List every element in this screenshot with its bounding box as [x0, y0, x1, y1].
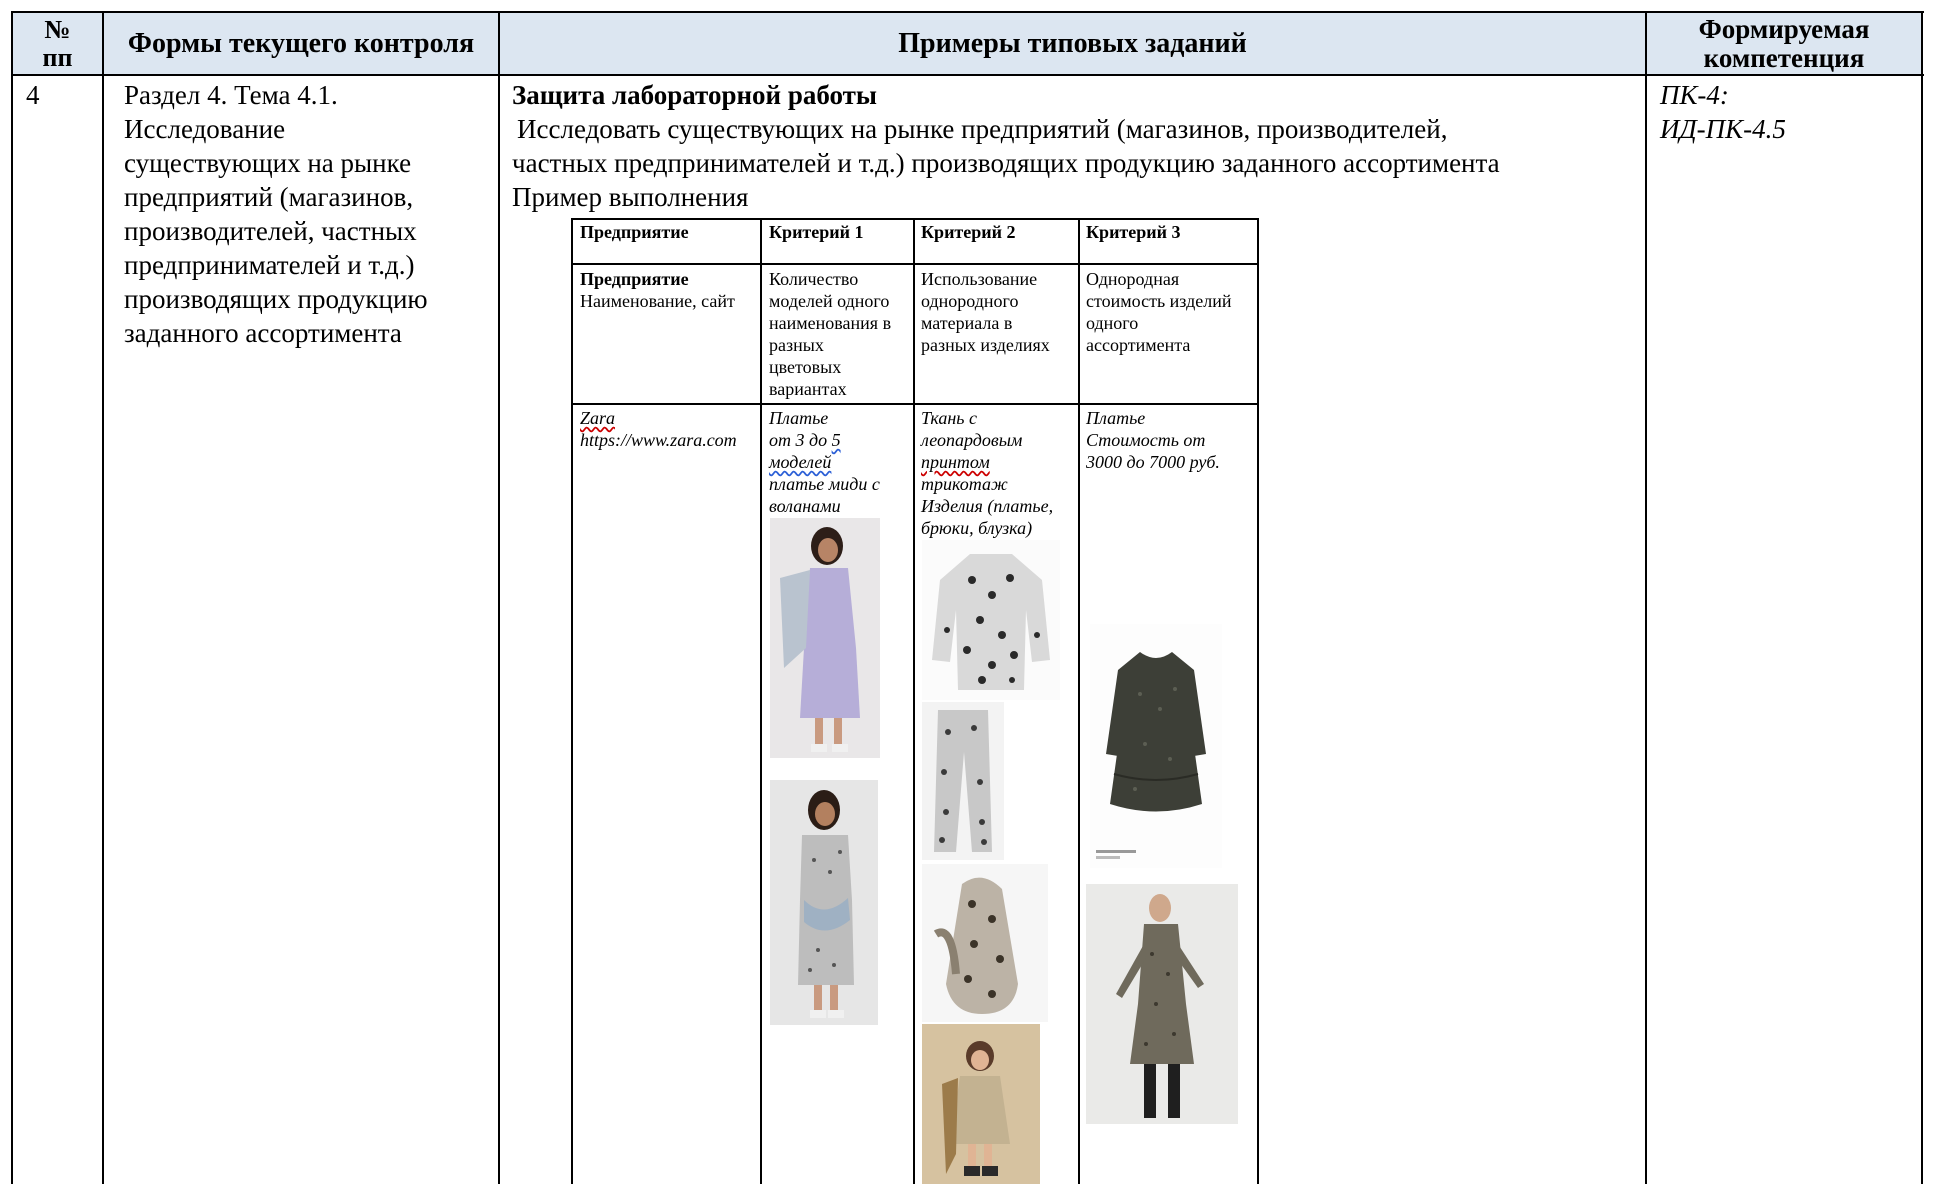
forms-line: производителей, частных	[124, 216, 417, 246]
inner-r1-c4	[1086, 268, 1256, 356]
inner-header-criterion-1: Критерий 1	[769, 222, 864, 242]
inner-r1-c3-line: Использование	[921, 269, 1038, 289]
table-left-border	[11, 11, 13, 1184]
task-line: Пример выполнения	[512, 182, 749, 212]
c2-line	[769, 429, 911, 451]
c2-range-num: 5	[831, 430, 841, 450]
dark-tiered-dress-photo	[1090, 624, 1222, 868]
inner-r2-c3	[921, 407, 1077, 539]
forms-line: заданного ассортимента	[124, 318, 402, 348]
inner-header-criterion-3: Критерий 3	[1086, 222, 1181, 242]
task-line: Исследовать существующих на рынке предприятий (магазинов, производителей,	[517, 114, 1448, 144]
competence-line: ИД-ПК-4.5	[1660, 114, 1786, 144]
c3-line: трикотаж	[921, 474, 1008, 494]
task-line: частных предпринимателей и т.д.) производящих продукцию заданного ассортимента	[512, 148, 1500, 178]
inner-col-divider-3	[1078, 218, 1080, 1184]
table-right-border	[1921, 11, 1923, 1184]
inner-col-divider-1	[760, 218, 762, 1184]
inner-r1-c1	[580, 268, 758, 312]
inner-header-enterprise: Предприятие	[580, 222, 689, 242]
forms-cell	[124, 78, 494, 350]
inner-r2-c1	[580, 407, 758, 451]
inner-r2-c2	[769, 407, 911, 517]
forms-line: производящих продукцию	[124, 284, 428, 314]
inner-r1-c2-line: моделей одного	[769, 291, 890, 311]
c3-print-word: принтом	[921, 452, 990, 472]
inner-r1-c4-line: ассортимента	[1086, 335, 1191, 355]
c2-line: воланами	[769, 496, 841, 516]
col-divider-2	[498, 11, 500, 1184]
child-leopard-dress-photo	[922, 1024, 1040, 1184]
forms-line: предпринимателей и т.д.)	[124, 250, 415, 280]
c2-models-word: моделей	[769, 452, 832, 472]
inner-table-top	[571, 218, 1259, 220]
col-divider-3	[1645, 11, 1647, 1184]
inner-r1-c3	[921, 268, 1077, 356]
inner-r1-c2-line: цветовых	[769, 357, 842, 377]
c2-range-text: от 3 до	[769, 430, 832, 450]
forms-line: существующих на рынке	[124, 148, 412, 178]
inner-r1-c2-line: разных	[769, 335, 824, 355]
inner-r1-c4-line: стоимость изделий	[1086, 291, 1232, 311]
c2-line: платье миди с	[769, 474, 880, 494]
c3-line: брюки, блузка)	[921, 518, 1033, 538]
inner-r1-c3-line: однородного	[921, 291, 1019, 311]
c4-line: 3000 до 7000 руб.	[1086, 452, 1220, 472]
inner-r1-c4-line: одного	[1086, 313, 1139, 333]
header-examples: Примеры типовых заданий	[898, 27, 1247, 59]
inner-r1-c1-bold: Предприятие	[580, 269, 689, 289]
forms-line: Раздел 4. Тема 4.1.	[124, 80, 338, 110]
model-lilac-dress-photo	[770, 518, 880, 758]
model-shirt-dress-photo	[1086, 884, 1238, 1124]
c3-line: Ткань с	[921, 408, 977, 428]
inner-header-bottom	[571, 263, 1259, 265]
header-num: № пп	[42, 15, 73, 72]
c2-line: Платье	[769, 408, 829, 428]
row-number: 4	[26, 80, 40, 110]
leopard-shirt-photo	[922, 540, 1060, 700]
company-url: https://www.zara.com	[580, 430, 737, 450]
inner-row1-bottom	[571, 403, 1259, 405]
c3-line	[921, 451, 1077, 473]
inner-r1-c3-line: материала в	[921, 313, 1013, 333]
col-divider-1	[102, 11, 104, 1184]
inner-right-border	[1257, 218, 1259, 1184]
inner-left-border	[571, 218, 573, 1184]
leopard-bag-photo	[922, 864, 1048, 1022]
competence-line: ПК-4:	[1660, 80, 1729, 110]
competence-cell	[1660, 78, 1786, 146]
c4-line: Платье	[1086, 408, 1146, 428]
c3-line: Изделия (платье,	[921, 496, 1054, 516]
forms-line: предприятий (магазинов,	[124, 182, 414, 212]
header-forms: Формы текущего контроля	[127, 27, 475, 59]
task-description	[512, 112, 1642, 214]
inner-r1-c4-line: Однородная	[1086, 269, 1180, 289]
header-competence: Формируемая компетенция	[1698, 14, 1870, 73]
company-name: Zara	[580, 408, 616, 428]
inner-col-divider-2	[913, 218, 915, 1184]
header-bottom-border	[12, 74, 1924, 76]
leopard-leggings-photo	[922, 702, 1004, 860]
inner-r1-c2-line: вариантах	[769, 379, 847, 399]
model-leopard-dress-photo	[770, 780, 878, 1025]
inner-r1-c2	[769, 268, 911, 400]
inner-r2-c4	[1086, 407, 1256, 473]
c3-line: леопардовым	[921, 430, 1023, 450]
inner-r1-c2-line: наименования в	[769, 313, 892, 333]
c2-line	[769, 451, 911, 473]
inner-r1-c3-line: разных изделиях	[921, 335, 1050, 355]
forms-line: Исследование	[124, 114, 286, 144]
inner-header-criterion-2: Критерий 2	[921, 222, 1016, 242]
task-title: Защита лабораторной работы	[512, 80, 877, 110]
c4-line: Стоимость от	[1086, 430, 1206, 450]
inner-r1-c1-rest: Наименование, сайт	[580, 291, 735, 311]
inner-r1-c2-line: Количество	[769, 269, 859, 289]
